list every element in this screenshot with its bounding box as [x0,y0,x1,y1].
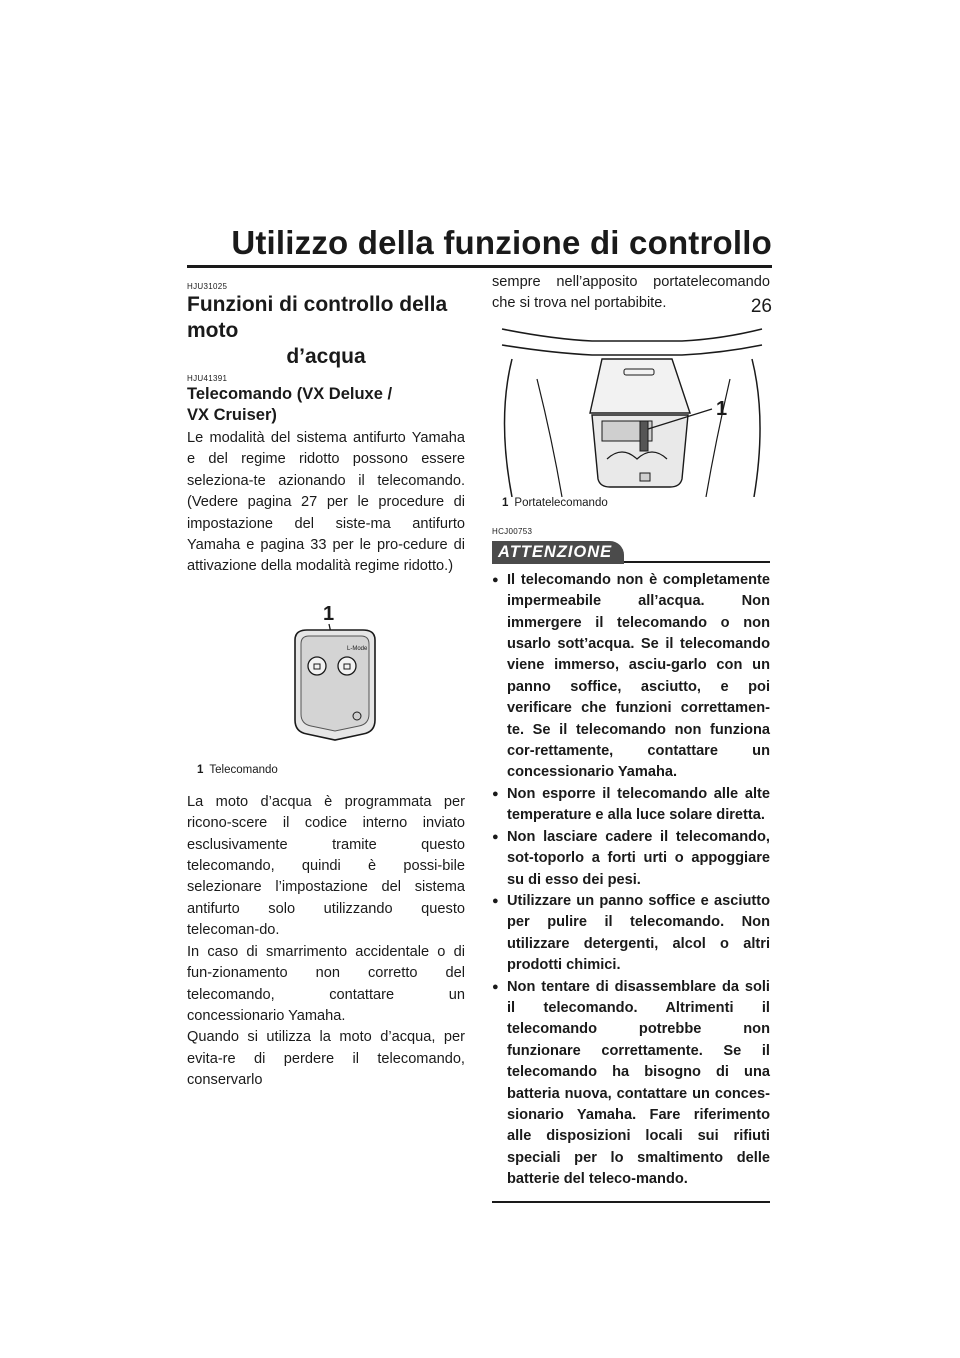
remote-mode-label: L-Mode [347,645,368,652]
paragraph-programming: La moto d’acqua è programmata per ricono-scere il codice interno inviato esclusivamente tramite questo telecomando, quindi è possi-bile selezionare l’impostazione del sistema antifurto solo utilizzando questo telecoman-do. [187,793,465,939]
warning-list [492,570,770,1191]
paragraph-storage-continued: sempre nell’apposito portatelecomando che si trova nel portabibite. [492,274,770,312]
caption-number: 1 [197,763,204,776]
paragraph-storage: Quando si utilizza la moto d’acqua, per evita-re di perdere il telecomando, conservarlo [187,1029,465,1089]
section-heading [187,292,465,370]
holder-figure [492,319,770,515]
lock-button [308,657,326,675]
warning-label: ATTENZIONE [492,541,624,564]
unlock-button [338,657,356,675]
holder-figure-callout: 1 [716,397,728,420]
caption-text: Telecomando [209,763,278,776]
subsection-heading-line2: VX Cruiser) [187,406,277,424]
warning-item: ● Non tentare di disassemblare da soli il telecomando. Altrimenti il telecomando potrebbe non funzionare correttamente. Se il telecomando ha bisogno di una batteria nuova, contattare un conces-sionario Yamaha. Fare riferimento alle disposizioni locali sui rifiuti speciali per lo smaltimento delle batterie del teleco-mando. [492,977,770,1191]
warning-header-rule [624,561,770,563]
caption-text: Portatelecomando [514,496,608,509]
warning-item: ● Il telecomando non è completamente impermeabile all’acqua. Non immergere il telecomando o non usarlo sott’acqua. Se il telecomando viene immerso, asciu-garlo con un panno soffice, asciutto, e poi verificare che funzioni correttamen-te. Se il telecomando non funziona cor-rettamente, contattare un concessionario Yamaha. [492,570,770,784]
remote-figure-callout: 1 [323,602,335,625]
section-heading-line2: d’acqua [286,345,366,368]
warning-code: HCJ00753 [492,526,533,536]
remote-figure [187,590,465,780]
subsection-heading [187,384,465,426]
remote-figure-caption [197,764,278,776]
subsection-code: HJU41391 [187,374,228,383]
section-heading-line1: Funzioni di controllo della moto [187,293,448,342]
header-divider [187,265,772,268]
subsection-heading-line1: Telecomando (VX Deluxe / [187,385,393,403]
paragraph-loss: In caso di smarrimento accidentale o di fun-zionamento non corretto del telecomando, contattare un concessionario Yamaha. [187,943,465,1024]
led-indicator [353,712,361,720]
holder-figure-caption [502,497,608,509]
warning-header [492,541,770,564]
remote-control-illustration [187,590,465,760]
warning-item: ● Utilizzare un panno soffice e asciutto per pulire il telecomando. Non utilizzare detergenti, alcol o altri prodotti chimici. [492,891,770,977]
remote-holder [640,421,648,451]
caption-number: 1 [502,496,509,509]
warning-end-rule [492,1201,770,1203]
section-code: HJU31025 [187,282,228,291]
page-number: 26 [750,296,772,317]
warning-item: ● Non esporre il telecomando alle alte temperature e alla luce solare diretta. [492,784,770,827]
page-title: Utilizzo della funzione di controllo [231,224,772,261]
remote-holder-illustration [492,319,770,497]
intro-paragraph: Le modalità del sistema antifurto Yamaha e del regime ridotto possono essere seleziona-te azionando il telecomando. (Vedere pagina 27 per le procedure di impostazione del siste-ma antifurto Yamaha e pagina 33 per le pro-cedure di attivazione della modalità regime ridotto.) [187,430,465,575]
right-column [492,272,770,1203]
left-column [187,282,465,1092]
warning-item: ● Non lasciare cadere il telecomando, sot-toporlo a forti urti o appoggiare su di esso dei pesi. [492,827,770,891]
